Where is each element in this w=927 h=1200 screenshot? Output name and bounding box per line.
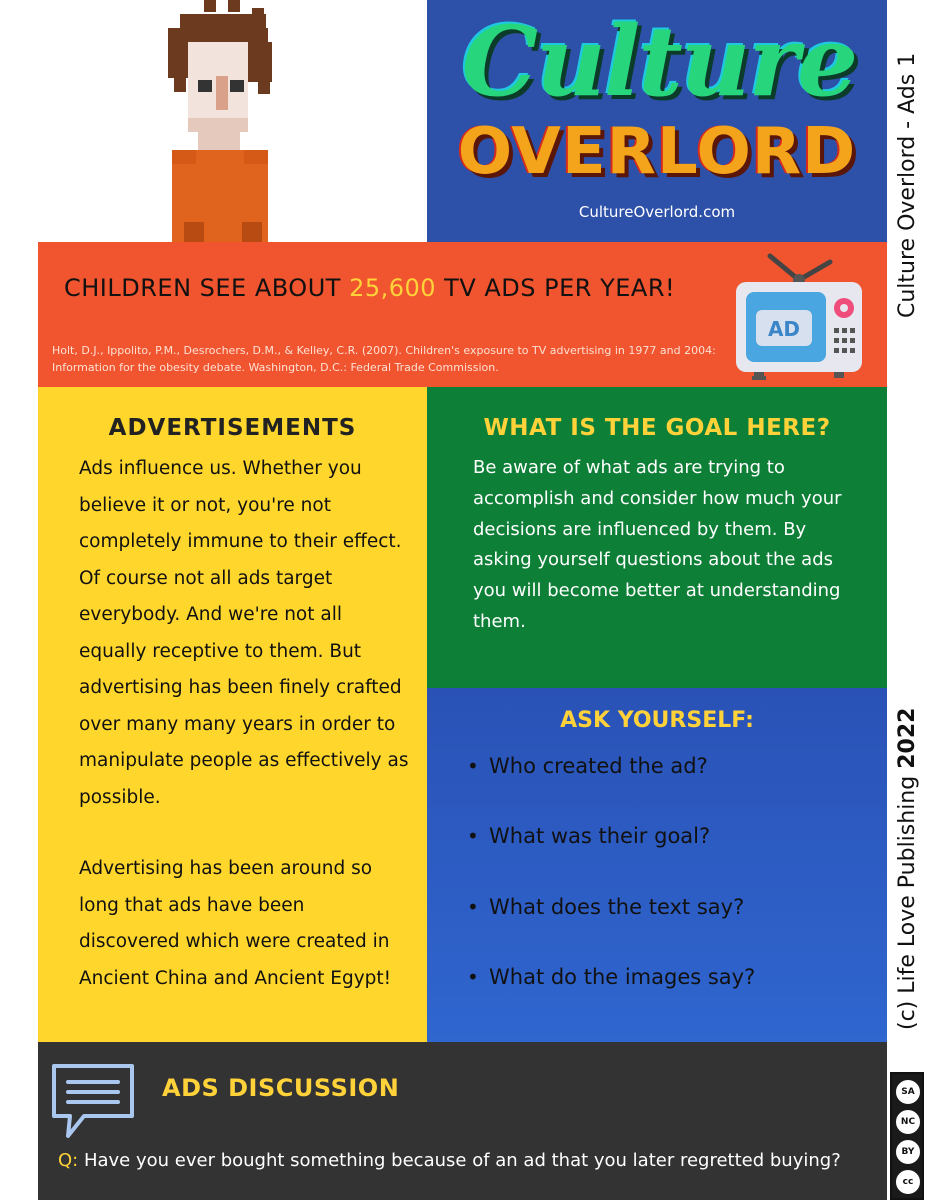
discussion-heading: ADS DISCUSSION [162,1074,400,1102]
stat-number: 25,600 [349,274,437,302]
logo-script-text: Culture [461,5,857,118]
copyright-year: 2022 [895,707,920,769]
side-copyright [895,708,920,1030]
cc-icon: cc [896,1170,920,1194]
advertisements-section [38,387,427,1042]
list-item: • What do the images say? [489,965,755,989]
tv-icon [734,250,864,380]
discussion-section [38,1042,887,1200]
goal-heading: WHAT IS THE GOAL HERE? [483,415,831,441]
list-item: • What does the text say? [489,895,744,919]
stat-after: TV ADS PER YEAR! [436,274,676,302]
list-item: • What was their goal? [489,824,710,848]
sa-icon: SA [896,1080,920,1104]
stat-banner [38,242,887,387]
nc-icon: NC [896,1110,920,1134]
speech-bubble-icon [48,1060,138,1142]
advertisements-paragraph-1: Ads influence us. Whether you believe it or not, you're not completely immune to their effect. Of course not all ads target everybody. And we're not all equally receptive to them. But advertising has been finely crafted over many many years in order to manipulate people as effectively as possible. [79,458,409,808]
discussion-question [58,1150,841,1171]
cc-license-badge [890,1072,924,1200]
goal-section [427,387,887,688]
side-title: Culture Overlord - Ads 1 [895,52,920,318]
side-strip [887,0,927,1200]
avatar-panel [0,0,427,242]
advertisements-heading: ADVERTISEMENTS [108,415,357,441]
tv-ad-label: AD [767,317,801,341]
ask-yourself-section [427,688,887,1042]
question-text: Have you ever bought something because of an ad that you later regretted buying? [83,1150,841,1171]
pixel-avatar-icon [168,0,278,242]
goal-text: Be aware of what ads are trying to accomplish and consider how much your decisions are influenced by them. By asking yourself questions about the ads you will become better at understanding them. [473,457,842,632]
list-item: • Who created the ad? [489,754,708,778]
banner-stat [64,274,675,302]
stat-before: CHILDREN SEE ABOUT [64,274,350,302]
citation: Holt, D.J., Ippolito, P.M., Desrochers, D.M., & Kelley, C.R. (2007). Children's exposure to TV advertising in 1977 and 2004: Information for the obesity debate. Washington, D.C.: Federal Trade Commission. [52,344,716,374]
question-label: Q: [58,1150,79,1171]
logo-block-text: OVERLORD [457,115,857,189]
by-icon: BY [896,1140,920,1164]
logo-url[interactable]: CultureOverlord.com [578,203,736,221]
ask-heading: ASK YOURSELF: [560,708,754,733]
copyright-prefix: (c) Life Love Publishing [895,768,920,1030]
logo-panel [427,0,887,242]
advertisements-paragraph-2: Advertising has been around so long that ads have been discovered which were created in Ancient China and Ancient Egypt! [79,858,392,989]
